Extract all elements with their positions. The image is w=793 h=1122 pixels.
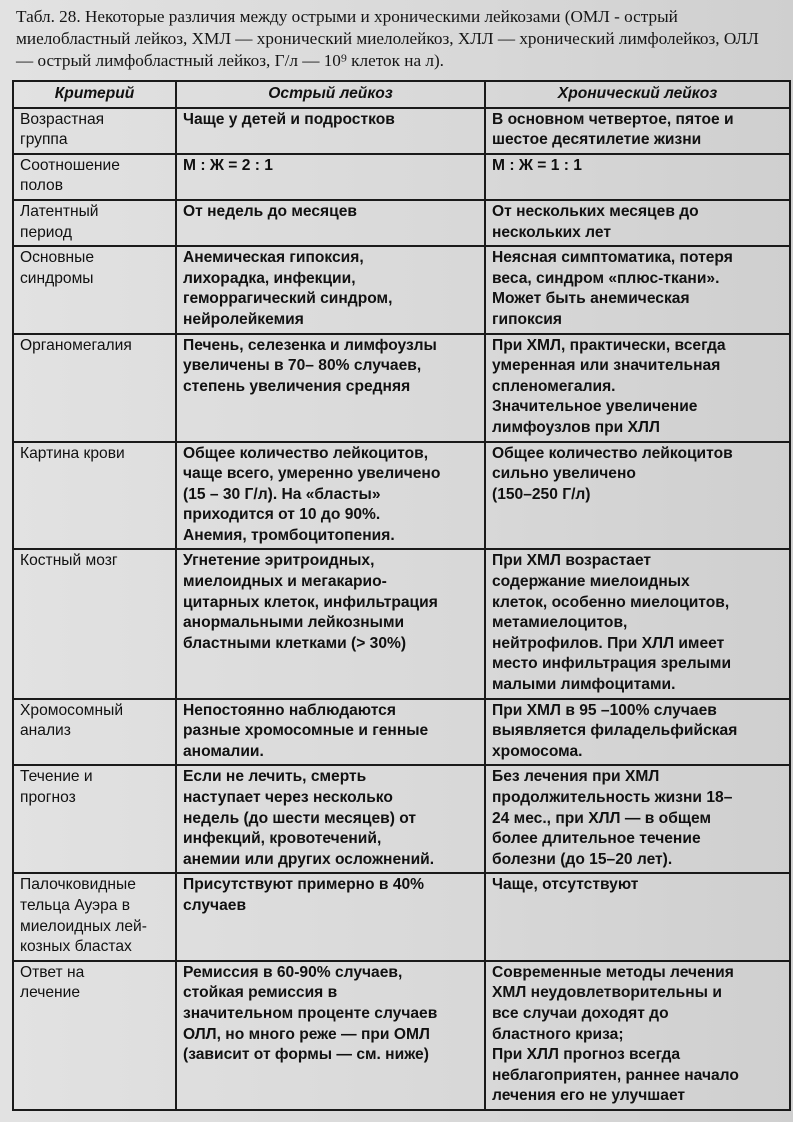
chronic-cell: Чаще, отсутствуют bbox=[485, 873, 790, 960]
criterion-cell: Основные синдромы bbox=[13, 246, 176, 333]
table-row bbox=[13, 200, 790, 246]
acute-cell: Ремиссия в 60-90% случаев, стойкая ремиссия в значительном проценте случаев ОЛЛ, но много реже — при ОМЛ (зависит от формы — см. ниже) bbox=[176, 961, 485, 1110]
table-row bbox=[13, 442, 790, 550]
chronic-cell: Неясная симптоматика, потеря веса, синдром «плюс-ткани». Может быть анемическая гипоксия bbox=[485, 246, 790, 333]
chronic-cell: Современные методы лечения ХМЛ неудовлетворительны и все случаи доходят до бластного криза; При ХЛЛ прогноз всегда неблагоприятен, раннее начало лечения его не улучшает bbox=[485, 961, 790, 1110]
chronic-cell: М : Ж = 1 : 1 bbox=[485, 154, 790, 200]
table-row bbox=[13, 765, 790, 873]
acute-cell: М : Ж = 2 : 1 bbox=[176, 154, 485, 200]
table-row bbox=[13, 334, 790, 442]
table-caption: Табл. 28. Некоторые различия между острыми и хроническими лейкозами (ОМЛ - острый миелобластный лейкоз, ХМЛ — хронический миелолейкоз, ХЛЛ — хронический лимфолейкоз, ОЛЛ — острый лимфобластный лейкоз, Г/л — 10⁹ клеток на л). bbox=[16, 7, 759, 70]
header-acute: Острый лейкоз bbox=[176, 81, 485, 108]
leukemia-comparison-table bbox=[12, 80, 791, 1111]
criterion-cell: Костный мозг bbox=[13, 549, 176, 698]
acute-cell: Анемическая гипоксия, лихорадка, инфекции, геморрагический синдром, нейролейкемия bbox=[176, 246, 485, 333]
table-row bbox=[13, 246, 790, 333]
table-body bbox=[13, 108, 790, 1110]
table-row bbox=[13, 108, 790, 154]
acute-cell: Присутствуют примерно в 40% случаев bbox=[176, 873, 485, 960]
criterion-cell: Органомегалия bbox=[13, 334, 176, 442]
chronic-cell: При ХМЛ возрастает содержание миелоидных клеток, особенно миелоцитов, метамиелоцитов, нейтрофилов. При ХЛЛ имеет место инфильтрация зрелыми малыми лимфоцитами. bbox=[485, 549, 790, 698]
table-row bbox=[13, 699, 790, 766]
chronic-cell: Без лечения при ХМЛ продолжительность жизни 18– 24 мес., при ХЛЛ — в общем более длительное течение болезни (до 15–20 лет). bbox=[485, 765, 790, 873]
table-row bbox=[13, 154, 790, 200]
acute-cell: Общее количество лейкоцитов, чаще всего, умеренно увеличено (15 – 30 Г/л). На «бласты» приходится от 10 до 90%. Анемия, тромбоцитопения. bbox=[176, 442, 485, 550]
criterion-cell: Палочковидные тельца Ауэра в миелоидных лей- козных бластах bbox=[13, 873, 176, 960]
criterion-cell: Латентный период bbox=[13, 200, 176, 246]
chronic-cell: От нескольких месяцев до нескольких лет bbox=[485, 200, 790, 246]
criterion-cell: Хромосомный анализ bbox=[13, 699, 176, 766]
acute-cell: Угнетение эритроидных, миелоидных и мегакарио- цитарных клеток, инфильтрация анормальными лейкозными бластными клетками (> 30%) bbox=[176, 549, 485, 698]
header-criterion: Критерий bbox=[13, 81, 176, 108]
chronic-cell: При ХМЛ в 95 –100% случаев выявляется филадельфийская хромосома. bbox=[485, 699, 790, 766]
criterion-cell: Ответ на лечение bbox=[13, 961, 176, 1110]
criterion-cell: Картина крови bbox=[13, 442, 176, 550]
chronic-cell: В основном четвертое, пятое и шестое десятилетие жизни bbox=[485, 108, 790, 154]
acute-cell: Если не лечить, смерть наступает через несколько недель (до шести месяцев) от инфекций, кровотечений, анемии или других осложнений. bbox=[176, 765, 485, 873]
chronic-cell: Общее количество лейкоцитов сильно увеличено (150–250 Г/л) bbox=[485, 442, 790, 550]
criterion-cell: Соотношение полов bbox=[13, 154, 176, 200]
table-header-row bbox=[13, 81, 790, 108]
table-row bbox=[13, 549, 790, 698]
table-row bbox=[13, 873, 790, 960]
criterion-cell: Течение и прогноз bbox=[13, 765, 176, 873]
acute-cell: От недель до месяцев bbox=[176, 200, 485, 246]
header-chronic: Хронический лейкоз bbox=[485, 81, 790, 108]
acute-cell: Непостоянно наблюдаются разные хромосомные и генные аномалии. bbox=[176, 699, 485, 766]
acute-cell: Чаще у детей и подростков bbox=[176, 108, 485, 154]
chronic-cell: При ХМЛ, практически, всегда умеренная или значительная спленомегалия. Значительное увеличение лимфоузлов при ХЛЛ bbox=[485, 334, 790, 442]
acute-cell: Печень, селезенка и лимфоузлы увеличены в 70– 80% случаев, степень увеличения средняя bbox=[176, 334, 485, 442]
criterion-cell: Возрастная группа bbox=[13, 108, 176, 154]
table-row bbox=[13, 961, 790, 1110]
